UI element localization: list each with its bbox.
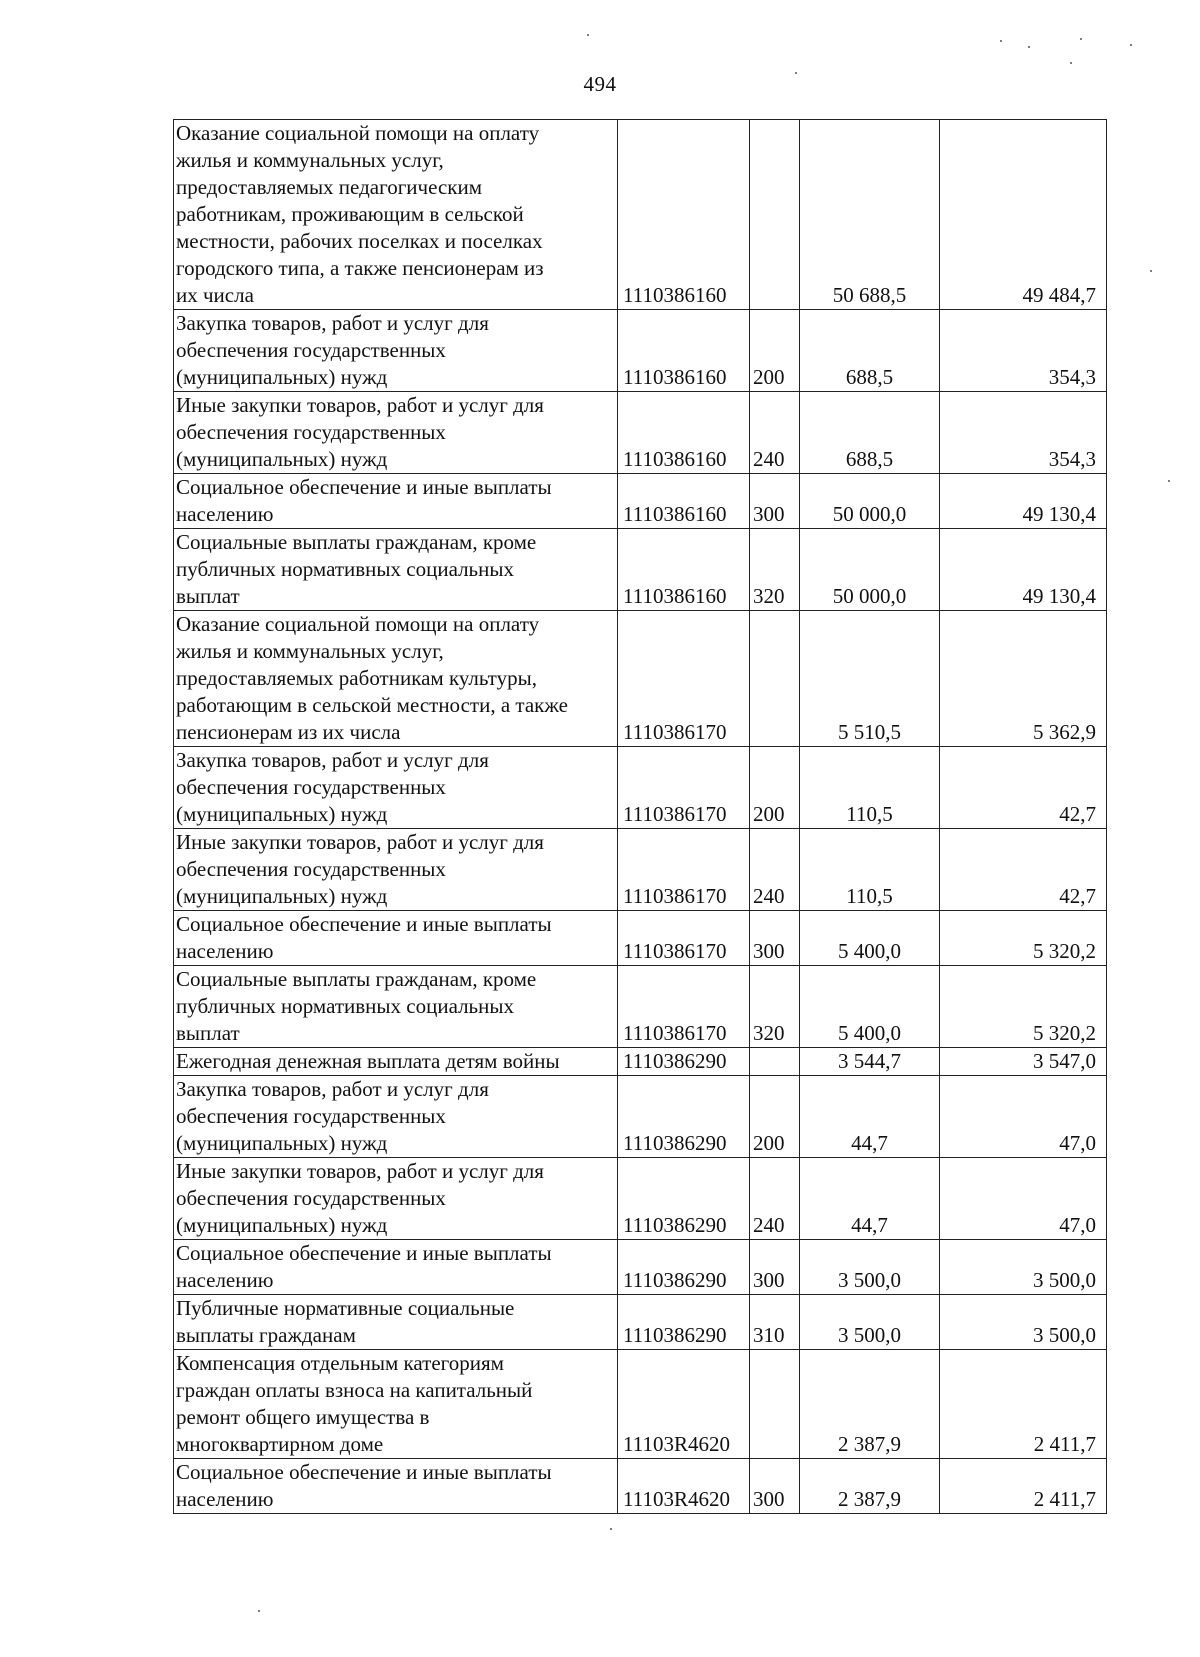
cell-name: Социальное обеспечение и иные выплаты населению	[174, 1240, 618, 1295]
cell-target-code: 1110386170	[618, 611, 750, 747]
cell-expense-type: 320	[750, 966, 800, 1048]
cell-amount-2: 49 130,4	[940, 474, 1107, 529]
cell-amount-2: 49 130,4	[940, 529, 1107, 611]
cell-name: Социальные выплаты гражданам, кроме публичных нормативных социальных выплат	[174, 966, 618, 1048]
cell-amount-1: 44,7	[800, 1158, 940, 1240]
cell-expense-type: 200	[750, 747, 800, 829]
table-row	[174, 1158, 1107, 1240]
cell-amount-1: 110,5	[800, 747, 940, 829]
cell-amount-1: 2 387,9	[800, 1459, 940, 1514]
cell-amount-2: 3 547,0	[940, 1048, 1107, 1076]
cell-amount-1: 50 000,0	[800, 529, 940, 611]
cell-amount-2: 354,3	[940, 310, 1107, 392]
scan-speck	[795, 72, 797, 74]
cell-name: Социальное обеспечение и иные выплаты населению	[174, 474, 618, 529]
table-row	[174, 911, 1107, 966]
table-row	[174, 1048, 1107, 1076]
cell-target-code: 1110386170	[618, 911, 750, 966]
table-row	[174, 747, 1107, 829]
page-number: 494	[583, 72, 617, 96]
cell-target-code: 1110386170	[618, 747, 750, 829]
cell-target-code: 1110386160	[618, 310, 750, 392]
cell-target-code: 1110386170	[618, 966, 750, 1048]
cell-name: Иные закупки товаров, работ и услуг для обеспечения государственных (муниципальных) нужд	[174, 829, 618, 911]
cell-expense-type: 240	[750, 1158, 800, 1240]
cell-amount-1: 3 500,0	[800, 1240, 940, 1295]
budget-table	[173, 119, 1107, 1514]
cell-target-code: 1110386170	[618, 829, 750, 911]
cell-amount-2: 42,7	[940, 829, 1107, 911]
cell-name: Иные закупки товаров, работ и услуг для обеспечения государственных (муниципальных) нужд	[174, 1158, 618, 1240]
table-row	[174, 611, 1107, 747]
cell-amount-2: 49 484,7	[940, 120, 1107, 310]
cell-target-code: 1110386160	[618, 392, 750, 474]
cell-expense-type: 300	[750, 1240, 800, 1295]
cell-expense-type: 320	[750, 529, 800, 611]
cell-amount-1: 44,7	[800, 1076, 940, 1158]
scan-speck	[1028, 46, 1030, 48]
cell-expense-type: 300	[750, 474, 800, 529]
cell-target-code: 1110386160	[618, 120, 750, 310]
cell-amount-2: 47,0	[940, 1158, 1107, 1240]
scan-speck	[1080, 38, 1082, 40]
cell-amount-1: 110,5	[800, 829, 940, 911]
scan-speck	[1168, 480, 1170, 482]
cell-amount-2: 5 320,2	[940, 911, 1107, 966]
cell-name: Ежегодная денежная выплата детям войны	[174, 1048, 618, 1076]
scan-speck	[258, 1610, 260, 1612]
cell-amount-1: 688,5	[800, 392, 940, 474]
cell-amount-2: 3 500,0	[940, 1295, 1107, 1350]
cell-amount-2: 42,7	[940, 747, 1107, 829]
scan-speck	[610, 1528, 612, 1530]
table-row	[174, 392, 1107, 474]
cell-expense-type: 300	[750, 911, 800, 966]
cell-amount-2: 5 320,2	[940, 966, 1107, 1048]
cell-target-code: 1110386290	[618, 1240, 750, 1295]
cell-name: Социальное обеспечение и иные выплаты населению	[174, 1459, 618, 1514]
cell-expense-type: 240	[750, 829, 800, 911]
table-row	[174, 1240, 1107, 1295]
scan-speck	[1000, 40, 1002, 42]
cell-amount-2: 3 500,0	[940, 1240, 1107, 1295]
cell-name: Социальные выплаты гражданам, кроме публичных нормативных социальных выплат	[174, 529, 618, 611]
cell-name: Закупка товаров, работ и услуг для обеспечения государственных (муниципальных) нужд	[174, 310, 618, 392]
scan-speck	[1150, 270, 1152, 272]
cell-name: Оказание социальной помощи на оплату жилья и коммунальных услуг, предоставляемых работникам культуры, работающим в сельской местности, а также пенсионерам из их числа	[174, 611, 618, 747]
cell-amount-2: 47,0	[940, 1076, 1107, 1158]
cell-amount-2: 354,3	[940, 392, 1107, 474]
cell-target-code: 1110386290	[618, 1158, 750, 1240]
table-row	[174, 966, 1107, 1048]
cell-expense-type: 200	[750, 310, 800, 392]
table-row	[174, 1350, 1107, 1459]
cell-amount-1: 5 510,5	[800, 611, 940, 747]
cell-amount-2: 2 411,7	[940, 1350, 1107, 1459]
table-row	[174, 1459, 1107, 1514]
table-row	[174, 1295, 1107, 1350]
cell-amount-2: 5 362,9	[940, 611, 1107, 747]
cell-expense-type: 300	[750, 1459, 800, 1514]
cell-target-code: 11103R4620	[618, 1350, 750, 1459]
cell-expense-type	[750, 120, 800, 310]
table-row	[174, 1076, 1107, 1158]
cell-name: Компенсация отдельным категориям граждан оплаты взноса на капитальный ремонт общего имущества в многоквартирном доме	[174, 1350, 618, 1459]
cell-name: Публичные нормативные социальные выплаты гражданам	[174, 1295, 618, 1350]
scan-speck	[587, 34, 589, 36]
cell-target-code: 11103R4620	[618, 1459, 750, 1514]
cell-name: Иные закупки товаров, работ и услуг для обеспечения государственных (муниципальных) нужд	[174, 392, 618, 474]
cell-target-code: 1110386160	[618, 474, 750, 529]
cell-name: Закупка товаров, работ и услуг для обеспечения государственных (муниципальных) нужд	[174, 747, 618, 829]
cell-expense-type	[750, 611, 800, 747]
table-row	[174, 474, 1107, 529]
cell-expense-type	[750, 1048, 800, 1076]
cell-amount-1: 5 400,0	[800, 911, 940, 966]
cell-target-code: 1110386160	[618, 529, 750, 611]
scan-speck	[1070, 62, 1072, 64]
cell-expense-type: 240	[750, 392, 800, 474]
cell-amount-1: 3 500,0	[800, 1295, 940, 1350]
cell-target-code: 1110386290	[618, 1048, 750, 1076]
scan-speck	[1130, 44, 1132, 46]
cell-amount-1: 50 000,0	[800, 474, 940, 529]
cell-name: Социальное обеспечение и иные выплаты населению	[174, 911, 618, 966]
table-row	[174, 829, 1107, 911]
table-row	[174, 120, 1107, 310]
table-row	[174, 529, 1107, 611]
cell-amount-1: 688,5	[800, 310, 940, 392]
cell-name: Оказание социальной помощи на оплату жилья и коммунальных услуг, предоставляемых педагогическим работникам, проживающим в сельской местности, рабочих поселках и поселках городского типа, а также пенсионерам из их числа	[174, 120, 618, 310]
cell-target-code: 1110386290	[618, 1076, 750, 1158]
cell-amount-2: 2 411,7	[940, 1459, 1107, 1514]
budget-table-body	[174, 120, 1107, 1514]
cell-amount-1: 50 688,5	[800, 120, 940, 310]
cell-name: Закупка товаров, работ и услуг для обеспечения государственных (муниципальных) нужд	[174, 1076, 618, 1158]
cell-expense-type	[750, 1350, 800, 1459]
cell-amount-1: 5 400,0	[800, 966, 940, 1048]
cell-target-code: 1110386290	[618, 1295, 750, 1350]
cell-amount-1: 3 544,7	[800, 1048, 940, 1076]
cell-expense-type: 310	[750, 1295, 800, 1350]
table-row	[174, 310, 1107, 392]
cell-expense-type: 200	[750, 1076, 800, 1158]
cell-amount-1: 2 387,9	[800, 1350, 940, 1459]
